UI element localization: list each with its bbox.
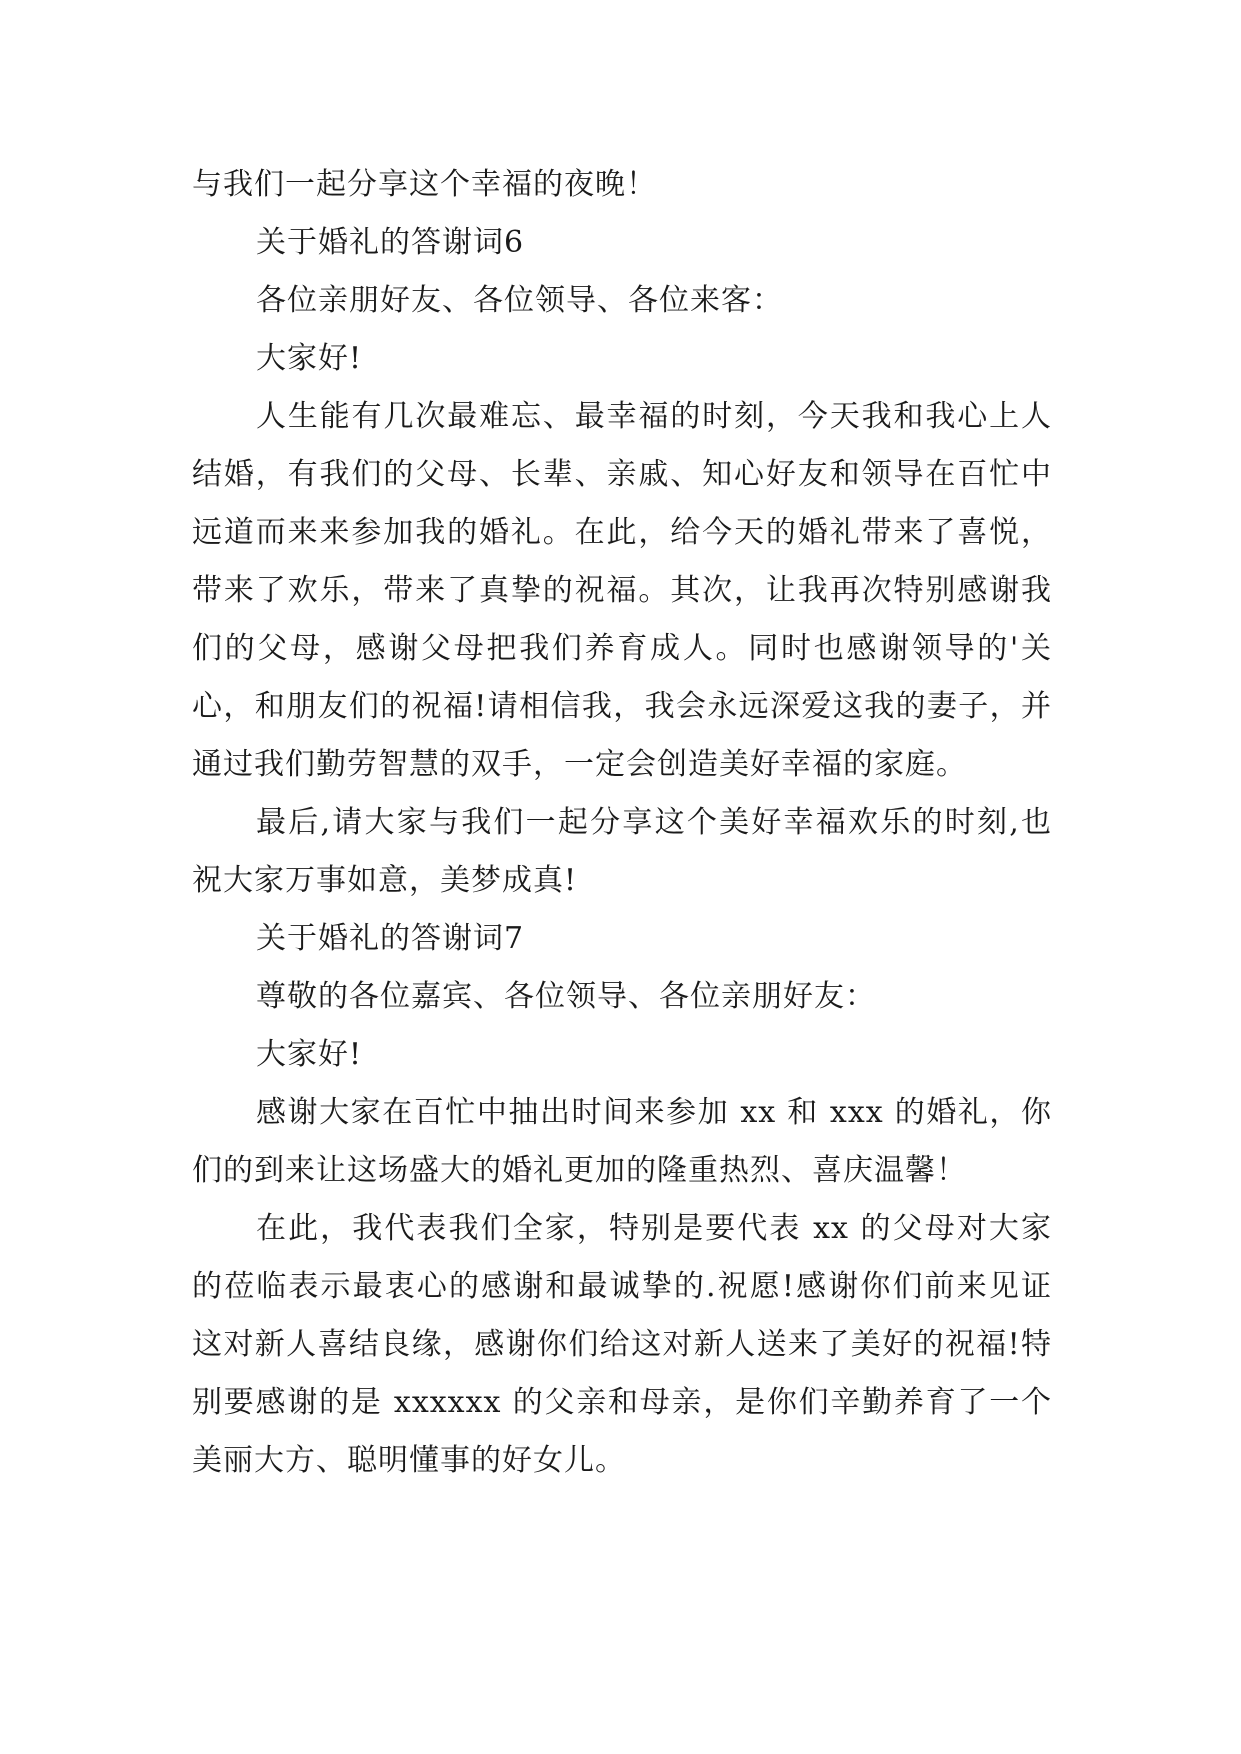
paragraph-body: 人生能有几次最难忘、最幸福的时刻，今天我和我心上人结婚，有我们的父母、长辈、亲戚、知心好友和领导在百忙中远道而来来参加我的婚礼。在此，给今天的婚礼带来了喜悦，带来了欢乐，带来了真挚的祝福。其次，让我再次特别感谢我们的父母，感谢父母把我们养育成人。同时也感谢领导的'关心，和朋友们的祝福!请相信我，我会永远深爱这我的妻子，并通过我们勤劳智慧的双手，一定会创造美好幸福的家庭。 — [192, 399, 1052, 782]
salutation: 各位亲朋好友、各位领导、各位来客： — [256, 283, 783, 318]
document-body — [192, 156, 1052, 1490]
paragraph-continuation: 与我们一起分享这个幸福的夜晚！ — [192, 167, 657, 202]
section-heading-6: 关于婚礼的答谢词6 — [256, 225, 525, 260]
greeting: 大家好! — [256, 1037, 363, 1072]
salutation: 尊敬的各位嘉宾、各位领导、各位亲朋好友： — [256, 979, 876, 1014]
paragraph-closing: 最后,请大家与我们一起分享这个美好幸福欢乐的时刻,也祝大家万事如意，美梦成真! — [192, 805, 1052, 898]
greeting: 大家好! — [256, 341, 363, 376]
paragraph-body: 在此，我代表我们全家，特别是要代表 xx 的父母对大家的莅临表示最衷心的感谢和最诚挚的.祝愿!感谢你们前来见证这对新人喜结良缘，感谢你们给这对新人送来了美好的祝福!特别要感谢的是 xxxxxx 的父亲和母亲，是你们辛勤养育了一个美丽大方、聪明懂事的好女儿。 — [192, 1211, 1052, 1478]
section-heading-7: 关于婚礼的答谢词7 — [256, 921, 525, 956]
paragraph-body: 感谢大家在百忙中抽出时间来参加 xx 和 xxx 的婚礼，你们的到来让这场盛大的婚礼更加的隆重热烈、喜庆温馨！ — [192, 1095, 1052, 1188]
